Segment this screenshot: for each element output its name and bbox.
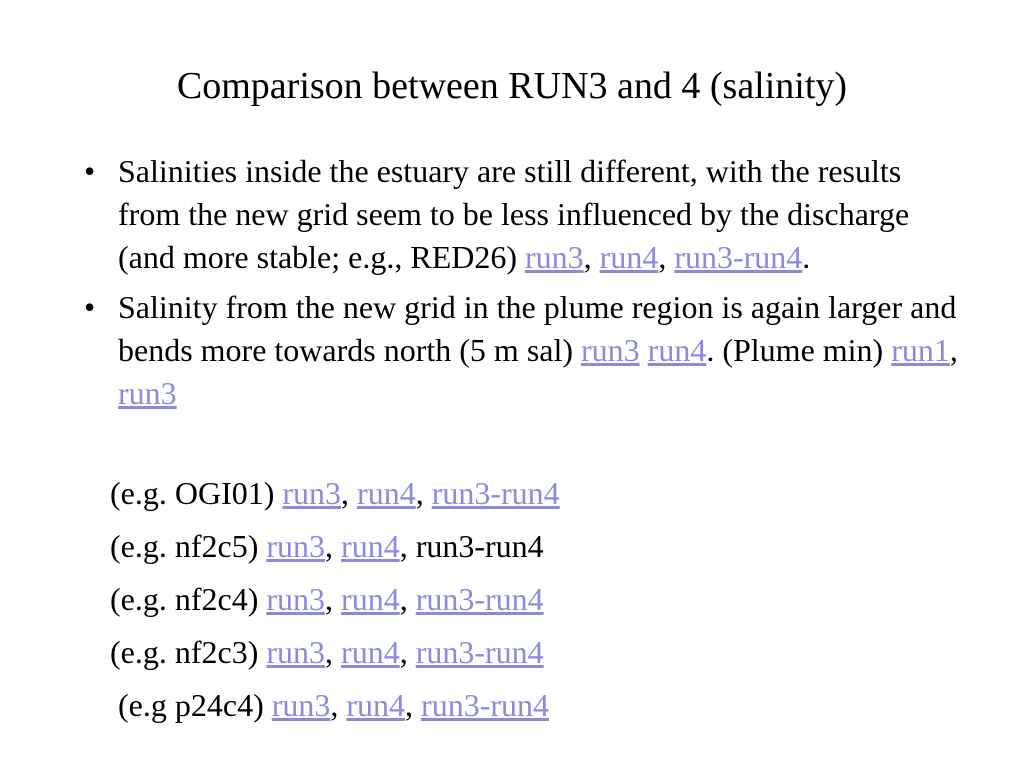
plume-min-text: . (Plume min) [706, 332, 892, 368]
link-run3-run4[interactable]: run3-run4 [415, 581, 544, 617]
bullet-text: Salinities inside the estuary are still different, with the results from the new grid seem to be less influenced by the discharge (and more stable; e.g., RED26) [118, 153, 910, 275]
example-nf2c5 [110, 525, 544, 568]
example-label: (e.g. OGI01) [110, 475, 283, 511]
example-ogi01 [110, 472, 560, 515]
separator: , [583, 239, 600, 275]
separator: , [399, 528, 416, 564]
link-run1[interactable]: run1 [891, 332, 950, 368]
example-nf2c4 [110, 578, 544, 621]
bullet-marker: • [84, 153, 96, 189]
link-run4[interactable]: run4 [599, 239, 659, 275]
example-nf2c3 [110, 631, 544, 674]
link-run4[interactable]: run4 [357, 475, 416, 511]
link-run3-run4[interactable]: run3-run4 [415, 634, 544, 670]
separator: , [949, 332, 958, 368]
bullet-item-estuary [80, 150, 960, 279]
link-run3[interactable]: run3 [271, 687, 331, 723]
link-run3[interactable]: run3 [266, 581, 326, 617]
link-run4[interactable]: run4 [341, 528, 400, 564]
example-label: (e.g. nf2c3) [110, 634, 267, 670]
separator [640, 332, 648, 368]
link-run3[interactable]: run3 [581, 332, 640, 368]
separator: , [325, 634, 342, 670]
bullet-marker: • [84, 289, 96, 325]
link-run3[interactable]: run3 [282, 475, 342, 511]
example-label: (e.g. nf2c5) [110, 528, 267, 564]
link-run3-run4[interactable]: run3-run4 [421, 687, 549, 723]
bullet-list [80, 150, 960, 422]
run3-run4-text: run3-run4 [415, 528, 544, 564]
link-run4[interactable]: run4 [341, 634, 400, 670]
separator: , [399, 581, 416, 617]
period: . [802, 239, 811, 275]
link-run3[interactable]: run3 [118, 375, 177, 411]
link-run3-run4[interactable]: run3-run4 [674, 239, 803, 275]
separator: , [325, 528, 342, 564]
link-run3[interactable]: run3 [525, 239, 584, 275]
example-label: (e.g p24c4) [118, 687, 272, 723]
bullet-item-plume [80, 286, 960, 415]
link-run4[interactable]: run4 [647, 332, 707, 368]
separator: , [399, 634, 416, 670]
link-run3[interactable]: run3 [266, 634, 326, 670]
separator: , [415, 475, 432, 511]
separator: , [330, 687, 347, 723]
bullet-text: Salinity from the new grid in the plume region is again larger and bends more towards north (5 m sal) [118, 289, 957, 368]
example-label: (e.g. nf2c4) [110, 581, 267, 617]
link-run4[interactable]: run4 [341, 581, 400, 617]
link-run3[interactable]: run3 [266, 528, 326, 564]
separator: , [658, 239, 675, 275]
separator: , [325, 581, 342, 617]
link-run3-run4[interactable]: run3-run4 [431, 475, 560, 511]
link-run4[interactable]: run4 [346, 687, 406, 723]
example-p24c4 [118, 684, 549, 727]
separator: , [405, 687, 422, 723]
slide-title: Comparison between RUN3 and 4 (salinity) [176, 65, 848, 107]
separator: , [341, 475, 358, 511]
